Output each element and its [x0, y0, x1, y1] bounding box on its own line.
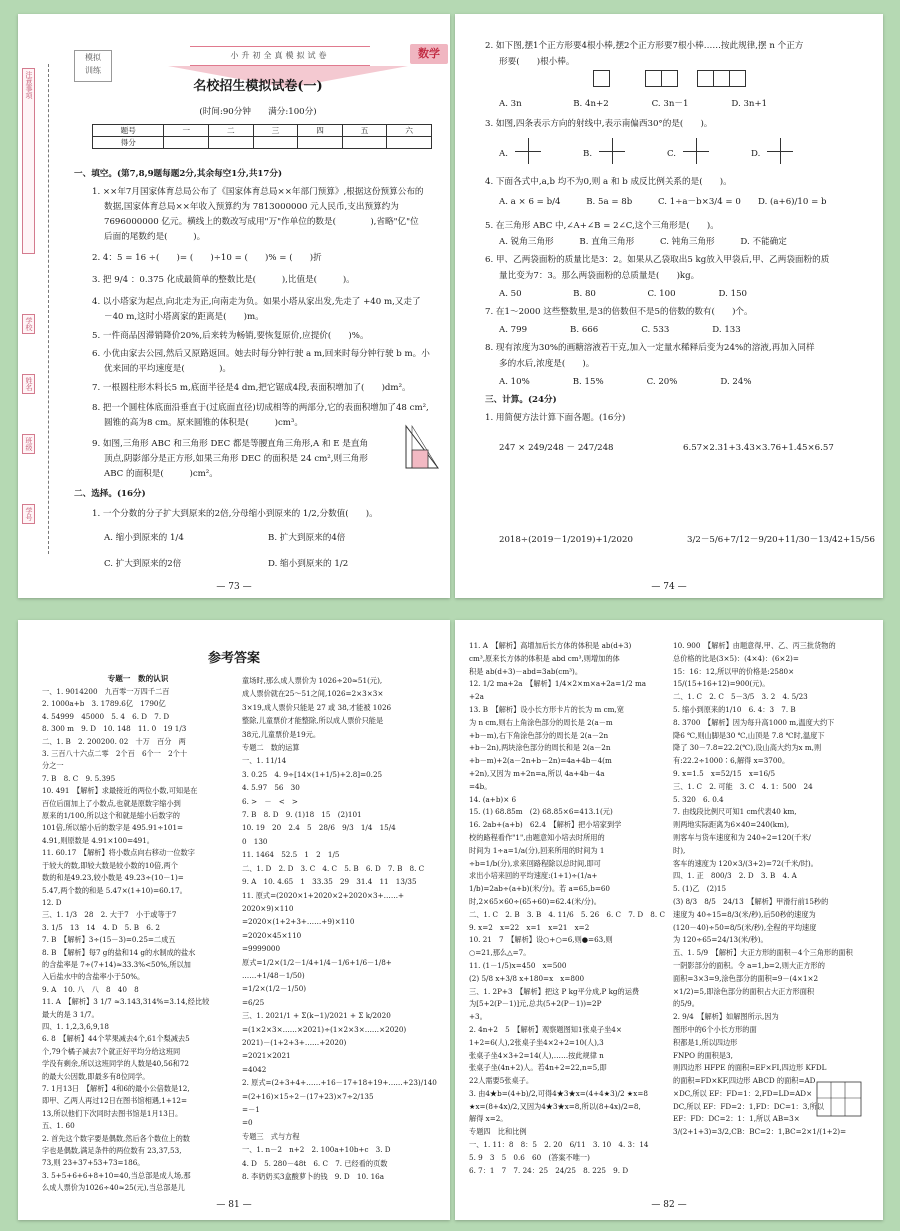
answer-page-82 [455, 620, 883, 1220]
notice-tag: 注意事项 [22, 68, 35, 254]
answer-line: 个,79个橘子减去7个就正好平均分给这班同 [42, 1046, 181, 1056]
mock-badge-line1: 模拟 [85, 53, 101, 62]
answer-line: 一、1. 11/14 [242, 756, 287, 766]
question-line: ABC 的面积是( )cm²。 [104, 469, 218, 479]
answer-line: =2020×45×110 [242, 930, 302, 940]
answer-line: +b－2n),两块涂色部分的周长和是 2(a－2n [469, 743, 611, 753]
answer-line: =0 [242, 1118, 253, 1128]
answer-line: 为 120÷65=24/13(米/秒)。 [673, 935, 768, 945]
answer-line: 5. 9 3 5 0.6 60 (答案不唯一) [469, 1152, 590, 1162]
answer-line: ×DC,所以 EF：FD=1：2,FD=LD=AD× [673, 1088, 813, 1098]
answer-line: 4. D 5. 280－48t 6. C 7. 已经看的页数 [242, 1158, 388, 1168]
question-line: 顶点,阴影部分是正方形,如果三角形 DEC 的面积是 24 cm²,则三角形 [104, 454, 368, 464]
answer-line: 8. 300 m 9. D 10. 148 11. 0 19 1/3 [42, 724, 187, 734]
answer-line: =4b。 [469, 781, 492, 791]
answer-line: 7. 由线段比例尺可知1 cm代表40 km, [673, 807, 797, 817]
answer-line: 专题四 比和比例 [469, 1127, 527, 1137]
score-table [92, 124, 432, 149]
mock-badge-line2: 训练 [85, 66, 101, 75]
answer-line: 求出小培来回的平均速度:(1+1)÷(1/a+ [469, 871, 598, 881]
question-line: 后面的尾数约是( )。 [104, 232, 206, 242]
choice-row: A. 799 B. 666 C. 533 D. 133 [499, 325, 741, 335]
answer-line: DC,所以 EF：FD=2：1,FD：DC=1：3,所以 [673, 1101, 824, 1111]
choice-row: A. 50 B. 80 C. 100 D. 150 [499, 289, 747, 299]
answer-line: 3×19,成人票价只能是 27 或 38,才能被 1026 [242, 702, 392, 712]
name-tag: 姓名 [22, 374, 35, 394]
square-figure [729, 70, 746, 87]
choice-b: B. 扩大到原来的4倍 [268, 533, 346, 543]
answer-line: 解得 x=2。 [469, 1114, 508, 1124]
answer-line: 么成人票价为1026÷40≈25(元),当总部是儿 [42, 1183, 185, 1193]
answer-line: 2020×9)×110 [242, 903, 294, 913]
answer-line: 8. B 【解析】每7 g的盐和14 g的水制成的盐水 [42, 947, 196, 957]
calc-expression: 3/2－5/6+7/12－9/20+11/30－13/42+15/56 [687, 535, 875, 545]
answer-line: 3. 三百八十六点二零 2个百 6个一 2个十 [42, 749, 188, 759]
answer-line: 时,2×65×60÷(65+60)=62.4(米/分)。 [469, 896, 601, 906]
question-line: 3. 如图,四条表示方向的射线中,表示南偏西30°的是( )。 [485, 119, 713, 129]
answer-line: 五、1. 60 [42, 1121, 75, 1131]
score-cell[interactable] [253, 137, 298, 149]
square-figure [697, 70, 714, 87]
answer-line: +b－m),右下角涂色部分的周长是 2(a－2n [469, 730, 609, 740]
score-cell[interactable] [164, 137, 209, 149]
answer-line: 数的和是49.23,较小数是 49.23÷(10－1)= [42, 873, 184, 883]
answer-line: 10. 21 7 【解析】设○+○=6,则●=63,则 [469, 935, 613, 945]
answer-line: 38元,儿童票价是19元。 [242, 729, 321, 739]
answer-title: 参考答案 [208, 651, 261, 666]
answer-line: ×1/2)=5,即涂色部分的面积占大正方形面积 [673, 986, 815, 996]
answer-line: 2. 原式=(2+3+4+……+16－17+18+19+……+23)/140 [242, 1078, 437, 1088]
compass-figure [515, 138, 541, 164]
answer-line: 12. D [42, 897, 62, 907]
question-line: 2. 如下图,摆1个正方形要4根小棒,摆2个正方形要7根小棒……按此规律,摆 n 个正方 [485, 41, 804, 51]
answer-line: 的含盐率是 7÷(7+14)≈33.3%<50%,所以加 [42, 959, 191, 969]
answer-line: (120－40)÷50=8/5(米/秒),全程的平均速度 [673, 922, 817, 932]
answer-line: 3. 由4★b=(4+b)/2,可得4★3★x=(4+4★3)/2 ★x=8 [469, 1088, 648, 1098]
choice-d: D. 缩小到原来的 1/2 [268, 559, 349, 569]
answer-line: 二、1. B 2. 200200. 02 十万 百分 两 [42, 736, 186, 746]
answer-column-left [469, 640, 667, 1177]
answer-line: 的面积=FD×KF,四边形 ABCD 的面积=AD [673, 1076, 816, 1086]
answer-line: 9. A 10. 4.65 1 33.35 29 31.4 11 13/35 [242, 877, 417, 887]
answer-line: 3. 1/5 13 14 4. D 5. B 6. 2 [42, 922, 160, 932]
score-cell[interactable] [342, 137, 387, 149]
answer-line: 时), [673, 845, 686, 855]
answer-line: 11. A 【解析】高增加后长方体的体积是 ab(d+3) [469, 641, 632, 650]
answer-line: 5.47,两个数的和是 5.47×(1+10)=60.17。 [42, 885, 187, 895]
compass-figure [767, 138, 793, 164]
answer-line: 7. B 8. C 9. 5.395 [42, 773, 116, 783]
answer-line: 9. A 10. 八 八 8 40 8 [42, 984, 139, 994]
answer-line: =1/2×(1/2－1/50) [242, 984, 307, 994]
answer-line: 二、1. C 2. B 3. B 4. 11/6 5. 26 6. C 7. D 8. C [469, 909, 665, 919]
answer-line: 降了 30－7.8=22.2(℃),设山高大约为x m,则 [673, 743, 822, 753]
question-line: 6. 小优由家去公园,然后又原路返回。她去时每分钟行驶 a m,回来时每分钟行驶 b m。小 [92, 349, 430, 359]
answer-line: 0 130 [242, 836, 268, 846]
question-line: 6. 甲、乙两袋面粉的质量比是3：2。如果从乙袋取出5 kg放入甲袋后,甲、乙两袋面粉的质 [485, 255, 830, 265]
answer-line: (2) 5/8 x+3/8 x+180=x x=800 [469, 973, 585, 983]
answer-line: =－1 [242, 1105, 260, 1114]
question-line: 9. 如图,三角形 ABC 和三角形 DEC 都是等腰直角三角形,A 和 E 是直角 [92, 439, 369, 449]
answer-line: 于较大的数,即较大数是较小数的10倍,两个 [42, 860, 178, 870]
compass-label: A. [499, 149, 508, 159]
exam-page-73 [18, 14, 450, 598]
exam-title: 名校招生模拟试卷(一) [193, 79, 323, 94]
answer-line: 2. 1000a+b 3. 1789.6亿 1790亿 [42, 699, 166, 709]
answer-line: 3/(2+1+3)=3/2,CB：BC=2：1,BC=2×1/(1+2)= [673, 1127, 847, 1137]
answer-line: 11. 原式=(2020×1+2020×2+2020×3+……+ [242, 890, 405, 900]
choice-row: A. a × 6 = b/4 B. 5a = 8b C. 1÷a－b×3/4 = 0 D. (a+6)/10 = b [499, 197, 827, 207]
answer-line: 2. 9/4 【解析】如解图所示,因为 [673, 1012, 779, 1022]
answer-line: 8. 李奶奶买3盒酸萝卜的钱 9. D 10. 16a [242, 1172, 385, 1182]
score-cell: 五 [342, 125, 387, 137]
answer-line: 11. 1464 52.5 1 2 1/5 [242, 850, 340, 860]
score-value-row [93, 137, 432, 149]
answer-line: 有:22.2÷1000∶6,解得 x=3700。 [673, 756, 790, 766]
answer-line: +b－m)+2(a－2n+b－2n)=4a+4b－4(m [469, 756, 612, 766]
choice-row: A. 10% B. 15% C. 20% D. 24% [499, 377, 752, 387]
answer-line: 原来的1/100,所以这个和就是缩小后数字的 [42, 811, 180, 821]
answer-line: 7. B 【解析】3÷(15－3)=0.25=二成五 [42, 935, 176, 945]
question-line: 1. 一个分数的分子扩大到原来的2倍,分母缩小到原来的 1/2,分数值( )。 [92, 509, 378, 519]
series-banner: 小升初全真模拟试卷 [190, 46, 370, 66]
answer-line: =(1×2×3×……×2021)÷(1×2×3×……×2020) [242, 1024, 407, 1034]
page-number: — 82 — [651, 1200, 687, 1210]
answer-line: 1+2=6(人),2张桌子坐4×2+2=10(人),3 [469, 1037, 604, 1047]
answer-line: 9. x=2 x=22 x=1 x=21 x=2 [469, 922, 590, 932]
answer-line: 5. (1)乙 (2)15 [673, 884, 727, 894]
choice-row: A. 锐角三角形 B. 直角三角形 C. 钝角三角形 D. 不能确定 [499, 237, 787, 247]
answer-line: 15：16：12,所以甲的价格是:2580× [673, 666, 795, 676]
answer-line: =(2+16)×15÷2－(17+23)×7÷2/135 [242, 1091, 374, 1101]
score-header-row [93, 125, 432, 137]
page-number: — 81 — [216, 1200, 252, 1210]
answer-line: 一、1. 11：8 8：5 2. 20 6/11 3. 10 4. 3：14 [469, 1140, 649, 1150]
compass-figure [683, 138, 709, 164]
score-cell: 二 [209, 125, 254, 137]
answer-line: 校的路程看作"1",由题意知小培去时所用的 [469, 832, 605, 842]
answer-line: 四、1. 正 800/3 2. D 3. B 4. A [673, 871, 797, 881]
question-line: 1. 用简便方法计算下面各题。(16分) [485, 413, 626, 423]
answer-line: 73,则 23+37+53+73=186。 [42, 1158, 145, 1168]
answer-line: 则客车与货车速度和为 240÷2=120(千米/ [673, 832, 811, 842]
exam-page-74 [455, 14, 883, 598]
answer-line: 5. 320 6. 0.4 [673, 794, 724, 804]
answer-line: ……+1/48－1/50) [242, 970, 305, 980]
answer-line: 4. 54999 45000 5. 4 6. D 7. D [42, 711, 170, 721]
square-figure [645, 70, 662, 87]
score-cell: 一 [164, 125, 209, 137]
choice-row: A. 3n B. 4n+2 C. 3n－1 D. 3n+1 [499, 99, 768, 109]
section-heading: 二、选择。(16分) [74, 489, 146, 499]
answer-line: =4042 [242, 1064, 267, 1074]
square-figure [713, 70, 730, 87]
question-line: 4. 下面各式中,a,b 均不为0,则 a 和 b 成反比例关系的是( )。 [485, 177, 732, 187]
answer-line: 原式=1/2×(1/2－1/4+1/4－1/6+1/6－1/8+ [242, 957, 392, 967]
answer-line: 11. 60.17 【解析】将小数点向右移动一位数字 [42, 848, 195, 858]
answer-line: 为[5+2(P－1)]元,总共(5+2(P－1))=2P [469, 999, 602, 1009]
answer-line: ÷b=1/b(分),求来回路程除以总时间,即可 [469, 858, 601, 868]
answer-line: 4. 5.97 56 30 [242, 783, 300, 793]
answer-line: 即甲、乙两人再过12日在图书馆相遇,1+12= [42, 1096, 188, 1106]
answer-line: 三、1. 2P+3 【解析】把这 P kg平分成,P kg的运费 [469, 986, 640, 996]
answer-line: 童场时,那么成人票价为 1026÷20≈51(元), [242, 676, 383, 685]
answer-line: ★x=(8+4x)/2,又因为4★3★x=8,所以(8+4x)/2=8, [469, 1101, 641, 1111]
answer-line: 6. 8 【解析】44个苹果减去4个,61个梨减去5 [42, 1034, 190, 1044]
id-tag: 学号 [22, 504, 35, 524]
question-line: 8. 把一个圆柱体底面沿垂直于(过底面直径)切成相等的两部分,它的表面积增加了48 cm², [92, 403, 429, 413]
score-cell[interactable] [209, 137, 254, 149]
answer-line: 为 n cm,则右上角涂色部分的周长是 2(a－m [469, 717, 613, 727]
answer-line: 一、1. 9014200 九百零一万四千二百 [42, 687, 170, 696]
answer-line: 一、1. n－2 n+2 2. 100a+10b+c 3. D [242, 1145, 391, 1155]
answer-line: 10. 900 【解析】由题意得,甲、乙、丙三批货物的 [673, 641, 836, 650]
answer-line: 15/(15+16+12)=900(元)。 [673, 679, 770, 689]
answer-line: =9999000 [242, 944, 281, 954]
answer-line: 5. 缩小到原来的1/10 6. 4：3 7. B [673, 704, 796, 714]
answer-line: 图形中的6个小长方形的面 [673, 1024, 757, 1034]
answer-line: (3) 8/3 8/5 24/13 【解析】甲滑行前15秒的 [673, 896, 829, 906]
answer-line: 字也是偶数,满足条件的两位数有 23,37,53, [42, 1146, 182, 1156]
answer-line: EF：FD：DC=2：1：1,所以 AB=3× [673, 1114, 800, 1124]
answer-line: 时间为 1÷a=1/a(分),回来所用的时间为 1 [469, 845, 605, 855]
compass-label: C. [667, 149, 677, 159]
answer-line: 7. 1月13日 【解析】4和6的最小公倍数是12, [42, 1084, 190, 1093]
answer-line: 张桌子坐(4n+2)人。若4n+2=22,n=5,即 [469, 1063, 607, 1073]
score-cell[interactable] [387, 137, 432, 149]
question-line: 优来回的平均速度是( )。 [104, 364, 232, 374]
answer-line: 速度为 40÷15=8/3(米/秒),后50秒的速度为 [673, 909, 816, 919]
answer-line: 积都是1,所以四边形 [673, 1037, 738, 1047]
answer-line: 13,所以他们下次同时去图书馆是1月13日。 [42, 1108, 183, 1118]
mock-badge [74, 50, 112, 82]
answer-line: 2. 首先这个数字要是偶数,然后各个数位上的数 [42, 1133, 190, 1143]
answer-line: 8. 3700 【解析】因为每升高1000 m,温度大约下 [673, 717, 835, 727]
answer-line: 2021)－(1+2+3+……+2020) [242, 1037, 347, 1047]
calc-expression: 2018÷(2019－1/2019)+1/2020 [499, 535, 633, 545]
answer-line: 学没有剩余,所以这班同学的人数是40,56和72 [42, 1059, 190, 1069]
answer-line: 五、1. 5/9 【解析】大正方形的面积－4个三角形的面积 [673, 948, 853, 958]
answer-line: =2020×(1+2+3+……+9)×110 [242, 917, 355, 927]
answer-line: 3. 0.25 4. 9÷[14×(1+1/5)+2.8]=0.25 [242, 769, 383, 779]
answer-line: 积是 ab(d+3)－abd=3ab(cm³)。 [469, 666, 583, 676]
answer-line: 面积=3×3=9,涂色部分的面积=9－(4×1×2 [673, 973, 819, 983]
answer-line: 10. 19 20 2.4 5 28/6 9/3 1/4 15/4 [242, 823, 396, 833]
answer-line: 三、1. 1/3 28 2. 大于7 小于或等于7 [42, 910, 177, 920]
answer-line: 四、1. 1,2,3,6,9,18 [42, 1021, 109, 1031]
answer-line: 专题三 式与方程 [242, 1131, 300, 1141]
answer-line: 降6 ℃,则山脚是30 ℃,山顶是 7.8 ℃时,温度下 [673, 730, 825, 740]
score-cell: 题号 [93, 125, 164, 137]
answer-line: ○=21,那么△=7。 [469, 948, 531, 958]
score-cell[interactable] [298, 137, 343, 149]
question-line: 7. 在1～2000 这些整数里,是3的倍数但不是5的倍数的数有( )个。 [485, 307, 753, 317]
subject-badge: 数学 [410, 44, 448, 64]
question-line: 5. 在三角形 ABC 中,∠A+∠B = 2∠C,这个三角形是( )。 [485, 221, 719, 231]
answer-line: 张桌子坐4×3+2=14(人),……按此规律 n [469, 1050, 604, 1060]
answer-column-right [673, 640, 877, 1139]
answer-line: =6/25 [242, 997, 265, 1007]
answer-line: 2. 4n+2 5 【解析】观察题图知1张桌子坐4× [469, 1024, 622, 1034]
answer-line: 15. (1) 68.85m (2) 68.85×6=413.1(元) [469, 807, 613, 817]
section-heading: 一、填空。(第7,8,9题每题2分,其余每空1分,共17分) [74, 169, 283, 179]
answer-line: 10. 491 【解析】求最接近的两位小数,可知是在 [42, 786, 198, 796]
question-line: 4. 以小塔家为起点,向北走为正,向南走为负。如果小塔从家出发,先走了 +40 m,又走了 [92, 297, 421, 307]
answer-line: 成人票价就在25～51之间,1026=2×3×3× [242, 689, 384, 699]
binding-line [48, 64, 49, 554]
answer-line: FNPO 的面积是3, [673, 1050, 733, 1060]
answer-line: 7. B 8. D 9. (1)18 15 (2)101 [242, 810, 362, 820]
question-line: 2. 4：5 = 16 ÷( )= ( )÷10 = ( )% = ( )折 [92, 253, 322, 263]
answer-column-left [42, 686, 238, 1195]
answer-line: 百位后面加上了小数点,也就是原数字缩小到 [42, 798, 181, 808]
answer-line: =2021×2021 [242, 1051, 291, 1061]
question-line: 圆锥的高为8 cm。原来圆锥的体积是( )cm³。 [104, 418, 303, 428]
question-line: 7696000000 亿元。横线上的数改写成用"万"作单位的数是( ),省略"亿"位 [104, 217, 419, 227]
answer-line: 101倍,所以缩小后的数字是 495.91÷101= [42, 823, 184, 833]
answer-line: 4.91,则原数是 4.91×100=491。 [42, 835, 154, 845]
question-line: 数据,国家体育总局××年收入预算约为 7813000000 元人民币,支出预算约为 [104, 202, 399, 212]
answer-line: 二、1. D 2. D 3. C 4. C 5. B 6. D 7. B 8. C [242, 863, 425, 873]
choice-a: A. 缩小到原来的 1/4 [104, 533, 184, 543]
class-tag: 班级 [22, 434, 35, 454]
answer-line: 客车的速度为 120×3/(3+2)=72(千米/时)。 [673, 858, 818, 868]
score-cell: 三 [253, 125, 298, 137]
answer-line: 分之一 [42, 761, 64, 771]
question-line: 8. 现有浓度为30%的画糖溶液若干克,加入一定量水稀释后变为24%的溶液,再加入同样 [485, 343, 815, 353]
square-figure [593, 70, 610, 87]
answer-line: +2a [469, 692, 484, 702]
answer-line: 三、1. 2021/1 + Σ(k−1)/2021 + Σ k/2020 [242, 1011, 391, 1021]
answer-line: 二、1. C 2. C 5－3/5 3. 2 4. 5/23 [673, 692, 808, 702]
answer-line: 的5/9。 [673, 999, 699, 1009]
question-line: －40 m,这时小塔离家的距离是( )m。 [104, 312, 264, 322]
answer-line: +2n),又因为 m+2n=a,所以 4a+4b－4a [469, 768, 605, 778]
answer-line: 则四边形 HFPE 的面积=EF×FI,四边形 KFDL [673, 1063, 827, 1073]
calc-expression: 6.57×2.31+3.43×3.76+1.45×6.57 [683, 443, 834, 453]
answer-line: 一阴影部分的面积。令 a=1,b=2,则大正方形的 [673, 960, 825, 970]
answer-line: 14. (a+b)× 6 [469, 794, 517, 804]
answer-line: 入后盐水中的含盐率小于50%。 [42, 972, 145, 982]
calc-expression: 247 × 249/248 － 247/248 [499, 443, 614, 453]
answer-line: 22人需要5张桌子。 [469, 1076, 534, 1086]
answer-line: +3。 [469, 1012, 487, 1022]
exam-time-info: (时间:90分钟 满分:100分) [199, 107, 317, 117]
answer-line: 13. B 【解析】设小长方形卡片的长为 m cm,宽 [469, 704, 624, 714]
school-tag: 学校 [22, 314, 35, 334]
question-line: 量比变为7：3。那么两袋面粉的总质量是( )kg。 [499, 271, 700, 281]
answer-line: 11. A 【解析】3 1/7 ≈3.143,314%=3.14,经比较 [42, 997, 210, 1007]
answer-line: 的最大公因数,即最多有8位同学。 [42, 1071, 150, 1081]
compass-figure [599, 138, 625, 164]
score-cell: 四 [298, 125, 343, 137]
score-cell: 得分 [93, 137, 164, 149]
answer-line: 9. x=1.5 x=52/15 x=16/5 [673, 768, 776, 778]
triangle-figure [398, 422, 442, 474]
answer-figure [815, 1080, 865, 1120]
answer-line: 最大的是 3 1/7。 [42, 1009, 99, 1019]
answer-line: 6. 7：1 7 7. 24：25 24/25 8. 225 9. D [469, 1165, 629, 1175]
question-line: 3. 把 9/4 ：0.375 化成最简单的整数比是( ),比值是( )。 [92, 275, 355, 285]
question-line: 5. 一件商品因滞销降价20%,后来转为畅销,要恢复原价,应提价( )%。 [92, 331, 369, 341]
answer-line: 整除,儿童票价才能整除,所以成人票价只能是 [242, 716, 384, 726]
page-number: — 74 — [651, 582, 687, 592]
question-line: 7. 一根圆柱形木料长5 m,底面半径是4 dm,把它锯成4段,表面积增加了( )dm²。 [92, 383, 411, 393]
square-figure [661, 70, 678, 87]
answer-line: cm³,原来长方体的体积是 abd cm³,则增加的体 [469, 653, 620, 663]
answer-line: 12. 1/2 ma+2a 【解析】1/4×2×m×a+2a=1/2 ma [469, 679, 647, 689]
answer-line: 3. 5+5+6+6+8+10=40,当总部是成人场,那 [42, 1170, 191, 1180]
answer-line: 则两地实际距离为6×40=240(km), [673, 820, 790, 830]
compass-label: D. [751, 149, 761, 159]
answer-line: 专题二 数的运算 [242, 743, 300, 753]
compass-label: B. [583, 149, 593, 159]
answer-line: 1/b)=2ab÷(a+b)(米/分)。若 a=65,b=60 [469, 884, 610, 894]
score-cell: 六 [387, 125, 432, 137]
answer-line: 三、1. C 2. 可能 3. C 4. 1：500 24 [673, 781, 813, 791]
choice-c: C. 扩大到原来的2倍 [104, 559, 182, 569]
answer-line: 总价格的比是(3×5)：(4×4)：(6×2)= [673, 653, 799, 663]
question-line: 多的水后,浓度是( )。 [499, 359, 595, 369]
question-line: 形要( )根小棒。 [499, 57, 575, 67]
answer-page-81 [18, 620, 450, 1220]
section-heading: 三、计算。(24分) [485, 395, 557, 405]
answer-line: 11. (1－1/5)x=450 x=500 [469, 960, 567, 970]
question-line: 1. ××年7月国家体育总局公布了《国家体育总局××年部门预算》,根据这份预算公布的 [92, 187, 424, 197]
topic-heading: 专题一 数的认识 [107, 674, 169, 683]
answer-line: 16. 2ab+(a+b) 62.4 【解析】把小培家到学 [469, 820, 622, 830]
answer-column-right [242, 674, 442, 1183]
page-number: — 73 — [216, 582, 252, 592]
answer-line: 6. > － < > [242, 796, 298, 806]
